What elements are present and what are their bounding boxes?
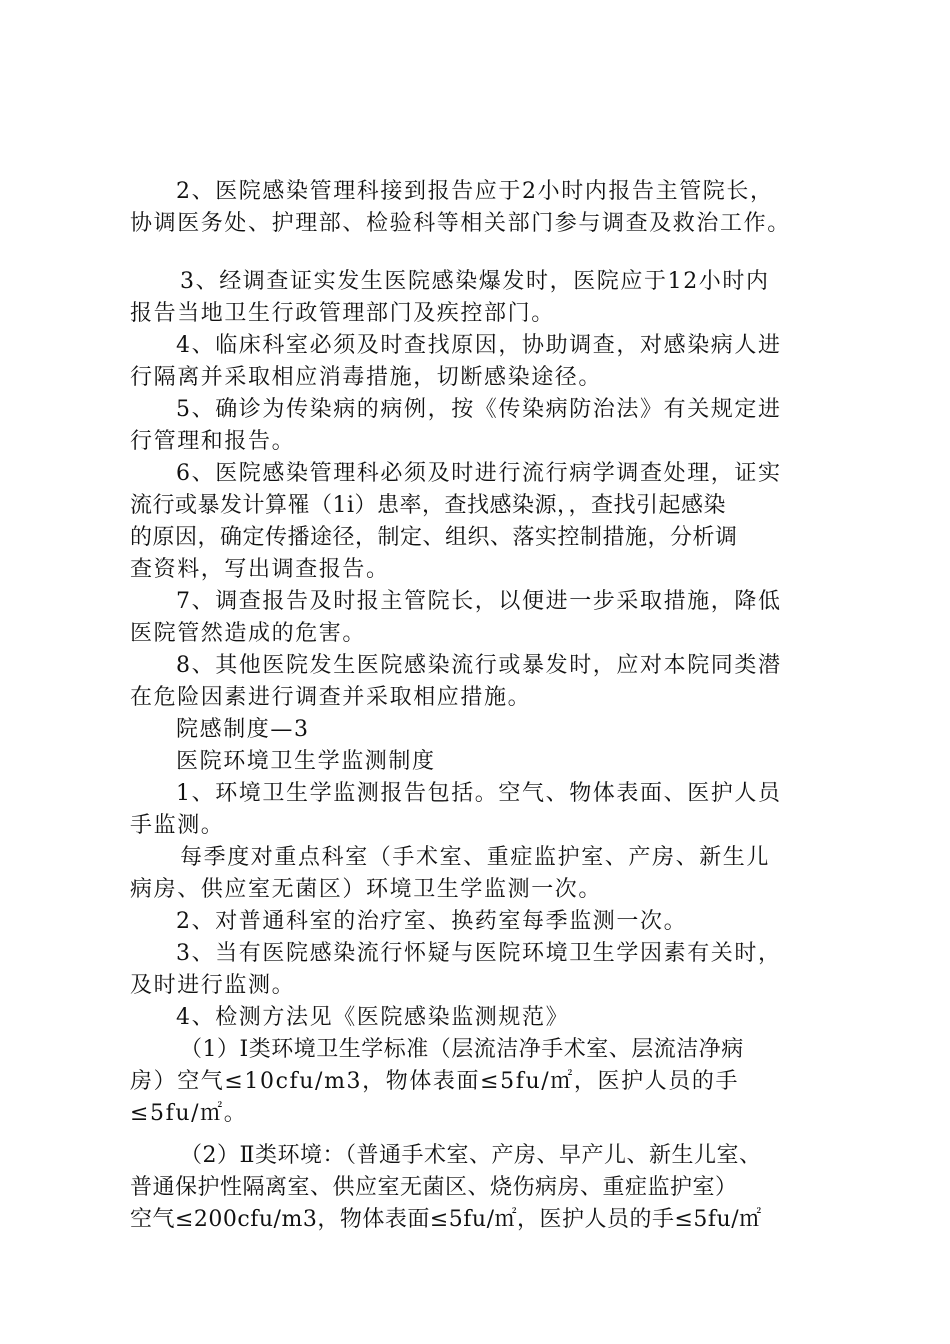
paragraph-line: （1）Ⅰ类环境卫生学标准（层流洁净手术室、层流洁净病: [180, 1037, 744, 1062]
paragraph-line: 手监测。: [130, 813, 225, 838]
paragraph-line: 2、医院感染管理科接到报告应于2小时内报告主管院长，: [176, 179, 774, 204]
paragraph-line: 医院管然造成的危害。: [130, 621, 367, 646]
paragraph-line: 行管理和报告。: [130, 429, 296, 454]
paragraph-line: 3、经调查证实发生医院感染爆发时，医院应于12小时内: [180, 269, 770, 294]
paragraph-line: 3、当有医院感染流行怀疑与医院环境卫生学因素有关时，: [176, 941, 782, 966]
paragraph-line: 空气≤200cfu/m3，物体表面≤5fu/㎡，医护人员的手≤5fu/㎡: [130, 1207, 762, 1232]
paragraph-line: 流行或暴发计算罹（1i）患率，查找感染源，，查找引起感染: [130, 493, 727, 518]
paragraph-line: 4、检测方法见《医院感染监测规范》: [176, 1005, 570, 1030]
paragraph-line: 7、调查报告及时报主管院长，以便进一步采取措施，降低: [176, 589, 782, 614]
paragraph-line: 8、其他医院发生医院感染流行或暴发时，应对本院同类潜: [176, 653, 782, 678]
paragraph-line: 普通保护性隔离室、供应室无菌区、烧伤病房、重症监护室）: [130, 1175, 738, 1200]
paragraph-line: ≤5fu/㎡。: [130, 1101, 248, 1126]
paragraph-line: 每季度对重点科室（手术室、重症监护室、产房、新生儿: [180, 845, 771, 870]
paragraph-line: 1、环境卫生学监测报告包括。空气、物体表面、医护人员: [176, 781, 782, 806]
paragraph-line: 4、临床科室必须及时查找原因，协助调查，对感染病人进: [176, 333, 782, 358]
paragraph-line: 2、对普通科室的治疗室、换药室每季监测一次。: [176, 909, 688, 934]
section-title: 院感制度—3: [176, 717, 310, 742]
paragraph-line: 病房、供应室无菌区）环境卫生学监测一次。: [130, 877, 603, 902]
paragraph-line: （2）Ⅱ类环境：（普通手术室、产房、早产儿、新生儿室、: [180, 1143, 762, 1168]
paragraph-line: 5、确诊为传染病的病例，按《传染病防治法》有关规定进: [176, 397, 782, 422]
paragraph-line: 房）空气≤10cfu/m3，物体表面≤5fu/㎡，医护人员的手: [130, 1069, 740, 1094]
paragraph-line: 的原因，确定传播途径，制定、组织、落实控制措施，分析调: [130, 525, 738, 550]
paragraph-line: 及时进行监测。: [130, 973, 296, 998]
paragraph-line: 行隔离并采取相应消毒措施，切断感染途径。: [130, 365, 603, 390]
section-subtitle: 医院环境卫生学监测制度: [176, 749, 436, 774]
paragraph-line: 协调医务处、护理部、检验科等相关部门参与调查及救治工作。: [130, 211, 791, 236]
paragraph-line: 报告当地卫生行政管理部门及疾控部门。: [130, 301, 555, 326]
paragraph-line: 6、医院感染管理科必须及时进行流行病学调查处理，证实: [176, 461, 782, 486]
paragraph-line: 在危险因素进行调查并采取相应措施。: [130, 685, 532, 710]
paragraph-line: 查资料，写出调查报告。: [130, 557, 390, 582]
